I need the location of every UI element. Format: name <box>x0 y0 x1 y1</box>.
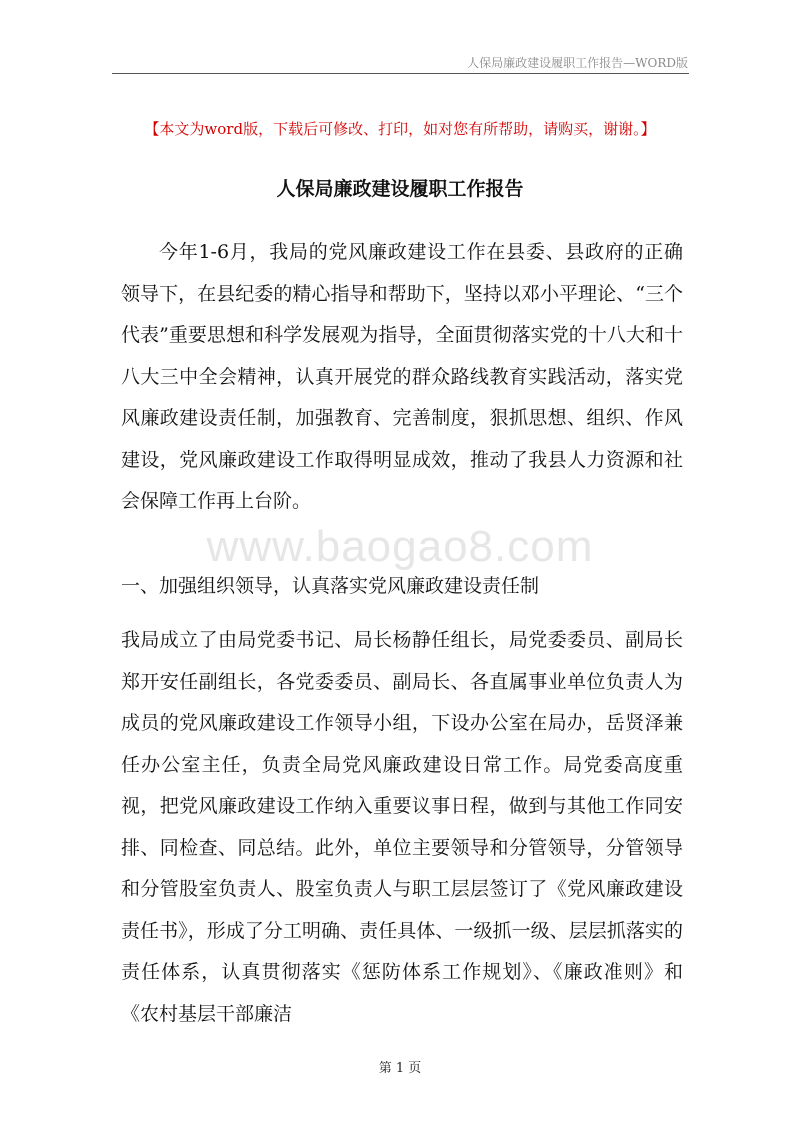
document-title: 人保局廉政建设履职工作报告 <box>276 178 524 200</box>
paragraph-section-1: 我局成立了由局党委书记、局长杨静任组长，局党委委员、副局长郑开安任副组长，各党委委员、副局长、各直属事业单位负责人为成员的党风廉政建设工作领导小组，下设办公室在局办，岳贤泽兼任办公室主任，负责全局党风廉政建设日常工作。局党委高度重视，把党风廉政建设工作纳入重要议事日程，做到与其他工作同安排、同检查、同总结。此外，单位主要领导和分管领导，分管领导和分管股室负责人、股室负责人与职工层层签订了《党风廉政建设责任书》，形成了分工明确、责任具体、一级抓一级、层层抓落实的责任体系，认真贯彻落实《惩防体系工作规划》、《廉政准则》和《农村基层干部廉洁 <box>121 629 683 1025</box>
page-number: 第 1 页 <box>378 1061 422 1076</box>
running-header: 人保局廉政建设履职工作报告—WORD版 <box>467 56 688 70</box>
paragraph-intro: 今年1-6月，我局的党风廉政建设工作在县委、县政府的正确领导下，在县纪委的精心指导和帮助下，坚持以邓小平理论、“三个代表”重要思想和科学发展观为指导，全面贯彻落实党的十八大和十八大三中全会精神，认真开展党的群众路线教育实践活动，落实党风廉政建设责任制，加强教育、完善制度，狠抓思想、组织、作风建设，党风廉政建设工作取得明显成效，推动了我县人力资源和社会保障工作再上台阶。 <box>121 241 683 512</box>
header-divider <box>112 73 689 74</box>
section-heading-1: 一、加强组织领导，认真落实党风廉政建设责任制 <box>121 575 540 597</box>
watermark: www.baogao8.com <box>206 522 594 571</box>
purchase-notice: 【本文为word版，下载后可修改、打印，如对您有所帮助，请购买，谢谢。】 <box>144 120 656 138</box>
